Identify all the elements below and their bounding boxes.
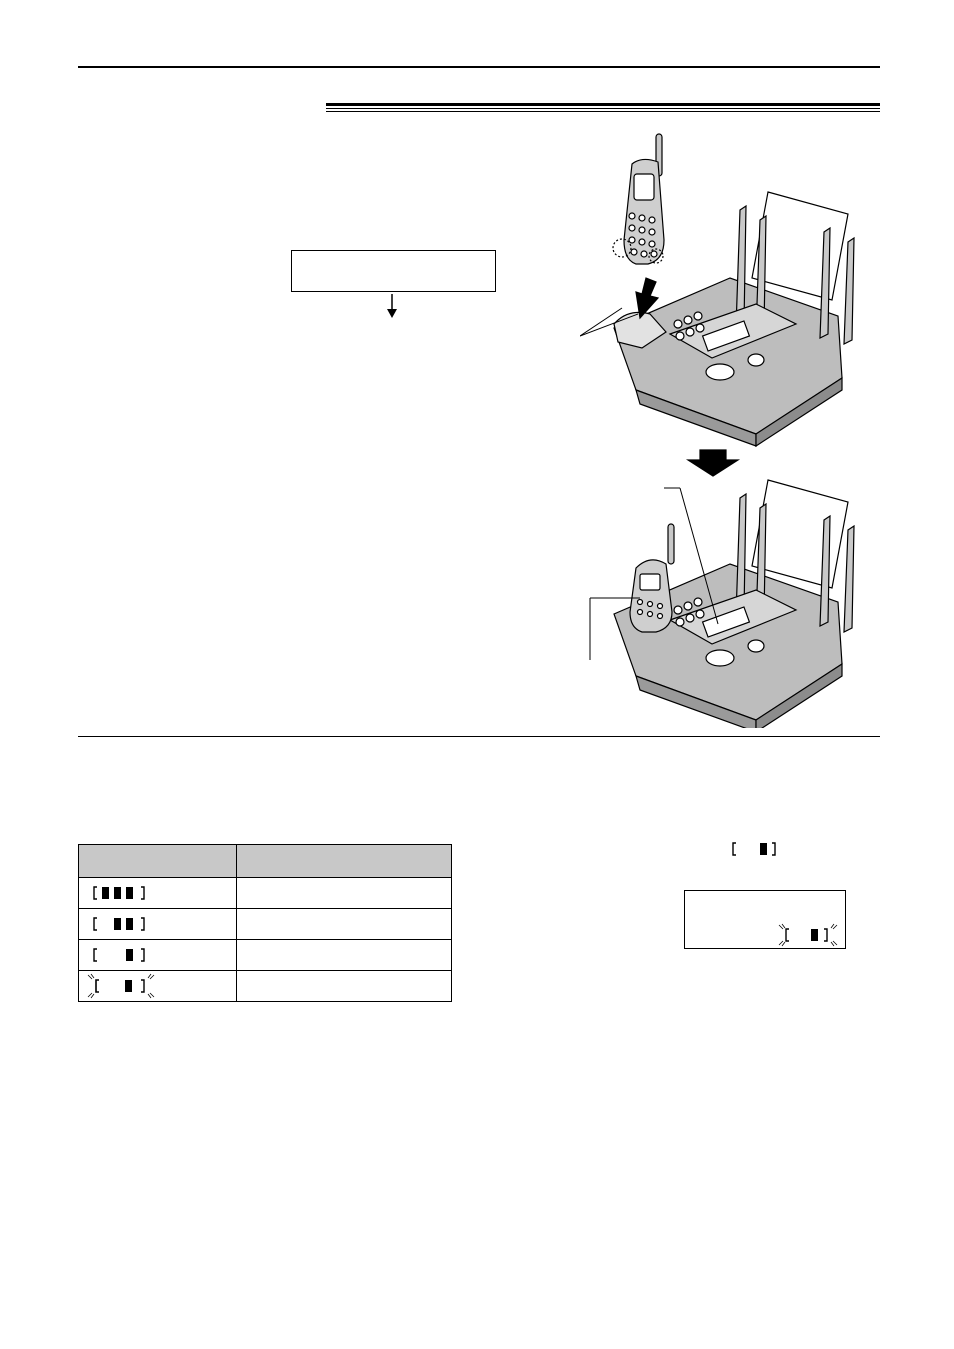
table-header-cell xyxy=(237,845,452,878)
battery-bars-icon xyxy=(91,915,151,933)
title-rule-thick xyxy=(326,103,880,106)
top-rule xyxy=(78,66,880,68)
battery-meaning-cell xyxy=(237,909,452,940)
battery-icon-cell xyxy=(79,971,237,1002)
battery-meaning-cell xyxy=(237,971,452,1002)
table-row xyxy=(79,940,452,971)
section-divider xyxy=(78,736,880,737)
table-header-cell xyxy=(79,845,237,878)
fax-machine-illustration xyxy=(580,128,880,728)
battery-strength-table xyxy=(78,844,452,1002)
battery-meaning-cell xyxy=(237,878,452,909)
down-arrow-icon xyxy=(385,294,399,318)
lcd-display-box xyxy=(291,250,496,292)
battery-flashing-icon xyxy=(85,973,157,999)
title-rule-thin-1 xyxy=(326,108,880,109)
battery-flashing-icon xyxy=(777,923,839,947)
handset-display-box xyxy=(684,890,846,949)
battery-bars-icon xyxy=(91,884,151,902)
table-row xyxy=(79,971,452,1002)
title-rule-thin-2 xyxy=(326,111,880,112)
table-row xyxy=(79,878,452,909)
big-down-arrow-icon xyxy=(688,450,738,476)
battery-meaning-cell xyxy=(237,940,452,971)
battery-icon-cell xyxy=(79,909,237,940)
battery-icon-cell xyxy=(79,878,237,909)
battery-bars-icon xyxy=(91,946,151,964)
battery-bars-icon xyxy=(730,840,780,858)
table-header-row xyxy=(79,845,452,878)
battery-icon-cell xyxy=(79,940,237,971)
table-row xyxy=(79,909,452,940)
